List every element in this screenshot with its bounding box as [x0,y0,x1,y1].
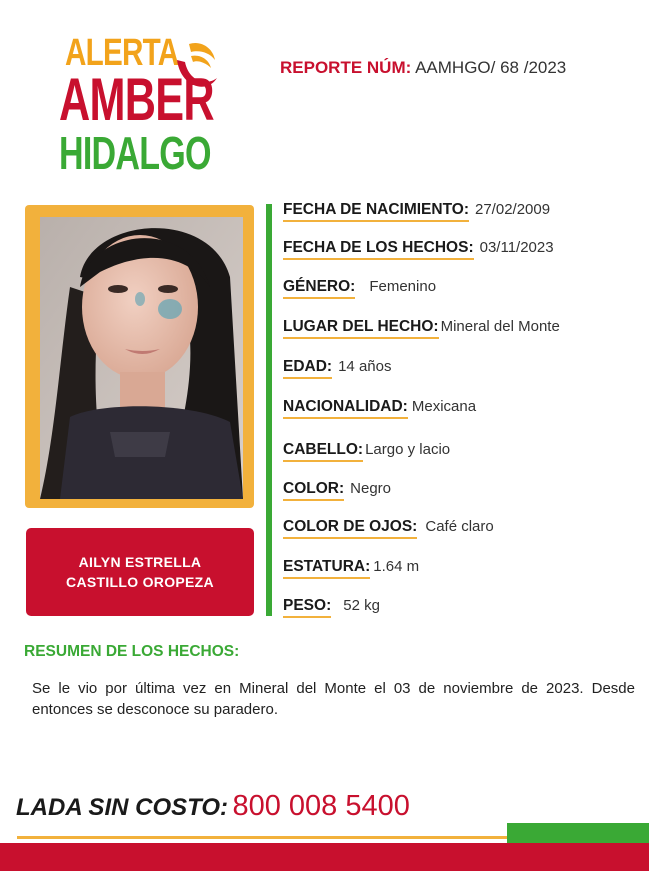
field-value: 52 kg [343,597,380,614]
field-value: 03/11/2023 [479,239,554,256]
field-value: Negro [350,480,391,497]
photo-frame [25,205,254,508]
field-label: GÉNERO: [283,278,355,299]
logo-text-hidalgo: HIDALGO [59,127,211,179]
field-value: Café claro [425,518,494,535]
field-label: PESO: [283,597,331,618]
field-value: Largo y lacio [365,441,451,458]
field-estatura [283,558,419,579]
field-fecha-nacimiento [283,201,550,222]
field-value: Mineral del Monte [440,318,560,335]
field-label: LUGAR DEL HECHO: [283,318,439,339]
field-color [283,480,391,501]
crescent-moon-icon [167,38,219,100]
field-cabello [283,441,450,462]
field-label: EDAD: [283,358,332,379]
toll-free-label: LADA SIN COSTO: [16,794,229,821]
person-name-line-1: AILYN ESTRELLA [78,554,202,570]
field-value: 1.64 m [373,558,420,575]
alerta-amber-logo [55,30,225,180]
field-fecha-hechos [283,239,554,260]
field-label: COLOR: [283,480,344,501]
toll-free-line [16,790,410,823]
report-number [280,58,566,78]
field-value: 14 años [338,358,392,375]
field-label: CABELLO: [283,441,363,462]
toll-free-number[interactable]: 800 008 5400 [232,790,410,822]
report-number-value: AAMHGO/ 68 /2023 [415,58,567,77]
field-label: COLOR DE OJOS: [283,518,417,539]
summary-title: RESUMEN DE LOS HECHOS: [24,643,240,660]
field-color-ojos [283,518,494,539]
field-label: NACIONALIDAD: [283,398,408,419]
field-value: Mexicana [411,398,477,415]
summary-text: Se le vio por última vez en Mineral del Monte el 03 de noviembre de 2023. Desde entonces se desconoce su paradero. [32,680,635,718]
logo-text-amber: AMBER [59,66,214,133]
missing-person-photo [40,217,243,499]
report-number-label: REPORTE NÚM: [280,58,412,77]
logo-text-alerta: ALERTA [65,32,179,74]
field-lugar-hecho [283,318,560,339]
field-edad [283,358,391,379]
green-divider [266,204,272,616]
footer-red-stripe [0,843,649,871]
field-label: FECHA DE NACIMIENTO: [283,201,469,222]
field-label: ESTATURA: [283,558,370,579]
footer-yellow-stripe [17,836,515,839]
person-name-line-2: CASTILLO OROPEZA [66,574,214,590]
field-nacionalidad [283,398,476,419]
field-peso [283,597,380,618]
field-value: 27/02/2009 [475,201,551,218]
footer-green-stripe [507,823,649,843]
field-genero [283,278,436,299]
field-value: Femenino [369,278,437,295]
field-label: FECHA DE LOS HECHOS: [283,239,474,260]
person-name-box [26,528,254,616]
